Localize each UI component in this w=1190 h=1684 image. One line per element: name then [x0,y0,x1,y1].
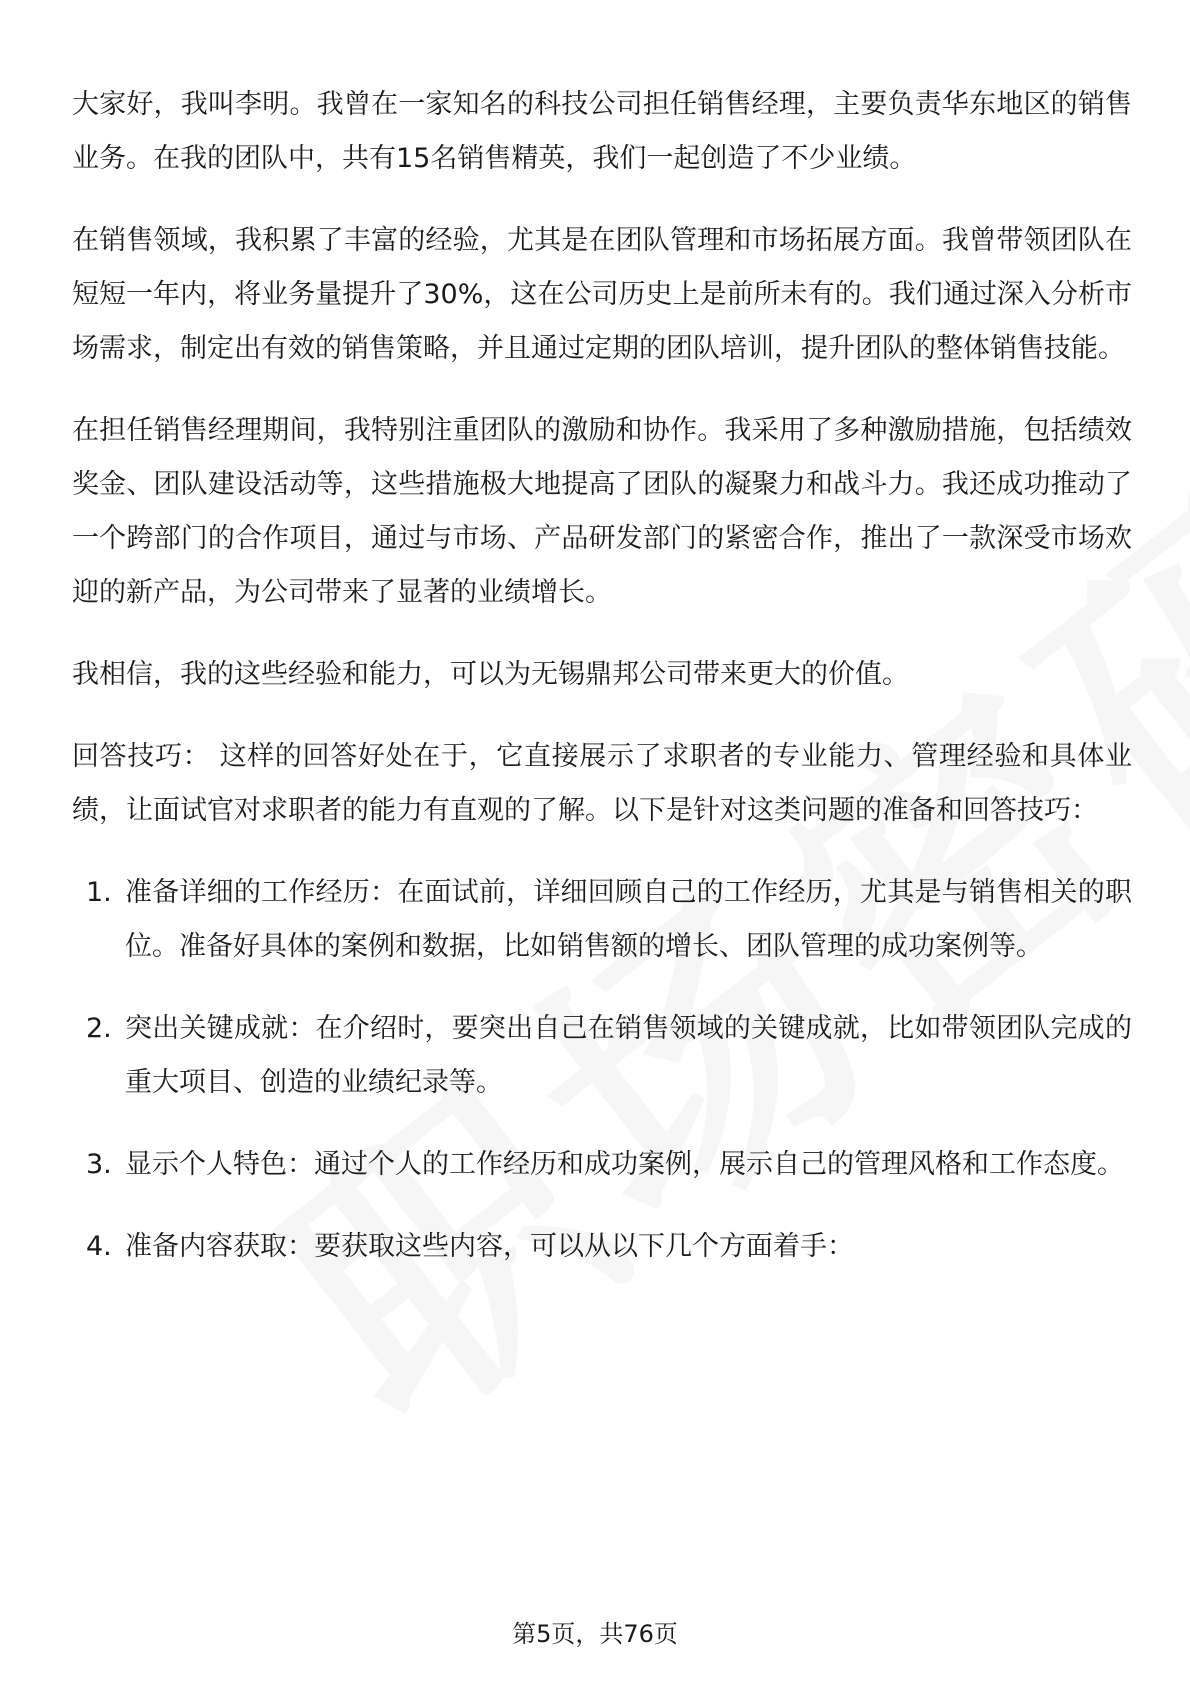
list-number: 3. [86,1149,112,1180]
page-content [72,78,1132,1302]
list-text: 显示个人特色：通过个人的工作经历和成功案例，展示自己的管理风格和工作态度。 [125,1149,1124,1180]
list-number: 2. [86,1013,112,1044]
page-footer: 第5页，共76页 [512,1620,678,1648]
paragraph-experience: 在销售领域，我积累了丰富的经验，尤其是在团队管理和市场拓展方面。我曾带领团队在短短一年内，将业务量提升了30%，这在公司历史上是前所未有的。我们通过深入分析市场需求，制定出有效的销售策略，并且通过定期的团队培训，提升团队的整体销售技能。 [72,225,1132,364]
list-item [72,1220,1132,1274]
paragraph-management: 在担任销售经理期间，我特别注重团队的激励和协作。我采用了多种激励措施，包括绩效奖金、团队建设活动等，这些措施极大地提高了团队的凝聚力和战斗力。我还成功推动了一个跨部门的合作项目，通过与市场、产品研发部门的紧密合作，推出了一款深受市场欢迎的新产品，为公司带来了显著的业绩增长。 [72,415,1132,608]
list-item [72,1138,1132,1192]
paragraph-conclusion: 我相信，我的这些经验和能力，可以为无锡鼎邦公司带来更大的价值。 [72,659,909,690]
list-item [72,1002,1132,1110]
list-text: 突出关键成就：在介绍时，要突出自己在销售领域的关键成就，比如带领团队完成的重大项目、创造的业绩纪录等。 [125,1013,1132,1098]
list-text: 准备详细的工作经历：在面试前，详细回顾自己的工作经历，尤其是与销售相关的职位。准备好具体的案例和数据，比如销售额的增长、团队管理的成功案例等。 [125,877,1132,962]
paragraph-intro: 大家好，我叫李明。我曾在一家知名的科技公司担任销售经理，主要负责华东地区的销售业务。在我的团队中，共有15名销售精英，我们一起创造了不少业绩。 [72,89,1132,174]
list-number: 4. [86,1231,112,1262]
list-number: 1. [86,877,112,908]
list-text: 准备内容获取：要获取这些内容，可以从以下几个方面着手： [125,1231,854,1262]
list-item [72,866,1132,974]
paragraph-answer-tips: 回答技巧： 这样的回答好处在于，它直接展示了求职者的专业能力、管理经验和具体业绩，让面试官对求职者的能力有直观的了解。以下是针对这类问题的准备和回答技巧： [72,741,1132,826]
tips-list [72,866,1132,1274]
